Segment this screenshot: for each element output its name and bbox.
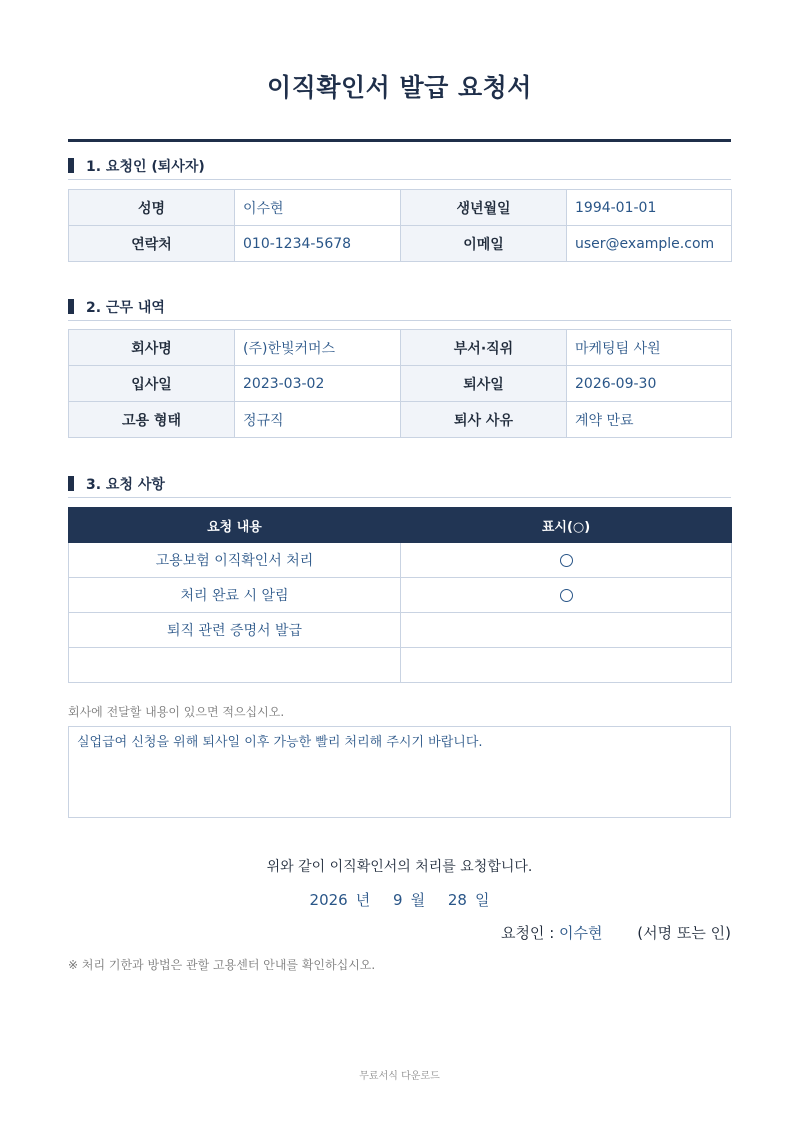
table-row [69, 613, 732, 648]
date-month: 9 [393, 891, 403, 909]
request-mark-cell[interactable] [401, 578, 732, 613]
section-title: 3. 요청 사항 [86, 477, 165, 493]
request-mark-cell[interactable] [401, 613, 732, 648]
name-value: 이수현 [235, 190, 401, 226]
document-page [68, 0, 731, 1131]
page-title: 이직확인서 발급 요청서 [267, 73, 532, 102]
confirm-statement: 위와 같이 이직확인서의 처리를 요청합니다. [266, 859, 533, 875]
leave-date-value: 2026-09-30 [567, 366, 732, 402]
date-month-unit: 월 [410, 891, 426, 909]
section-heading-work [68, 296, 731, 321]
date-day: 28 [447, 891, 467, 909]
request-mark-cell[interactable] [401, 648, 732, 683]
date-day-unit: 일 [474, 891, 490, 909]
company-value: (주)한빛커머스 [235, 330, 401, 366]
section-marker [68, 299, 74, 314]
dept-value: 마케팅팀 사원 [567, 330, 732, 366]
name-label: 성명 [69, 190, 235, 226]
footer-text: 무료서식 다운로드 [359, 1071, 440, 1082]
requests-table [68, 507, 732, 683]
section-marker [68, 158, 74, 173]
request-content-header: 요청 내용 [69, 508, 401, 543]
section-heading-requests [68, 473, 731, 498]
email-value: user@example.com [567, 226, 732, 262]
phone-label: 연락처 [69, 226, 235, 262]
employment-type-value: 정규직 [235, 402, 401, 438]
email-label: 이메일 [401, 226, 567, 262]
date-year: 2026 [309, 891, 348, 909]
memo-textarea[interactable]: 실업급여 신청을 위해 퇴사일 이후 가능한 빨리 처리해 주시기 바랍니다. [68, 726, 731, 818]
section-title: 1. 요청인 (퇴사자) [86, 159, 205, 175]
section-title: 2. 근무 내역 [86, 300, 165, 316]
check-circle-icon [560, 589, 573, 602]
applicant-table [68, 189, 732, 262]
request-content: 고용보험 이직확인서 처리 [69, 543, 401, 578]
check-circle-icon [560, 554, 573, 567]
section-heading-applicant [68, 155, 731, 180]
birth-label: 생년월일 [401, 190, 567, 226]
leave-reason-label: 퇴사 사유 [401, 402, 567, 438]
work-table [68, 329, 732, 438]
table-row [69, 578, 732, 613]
signature-label: 요청인 : [500, 924, 555, 942]
request-date [68, 889, 731, 910]
birth-value: 1994-01-01 [567, 190, 732, 226]
memo-label: 회사에 전달할 내용이 있으면 적으십시오. [68, 705, 285, 719]
request-mark-cell[interactable] [401, 543, 732, 578]
company-label: 회사명 [69, 330, 235, 366]
join-date-label: 입사일 [69, 366, 235, 402]
signature-line [501, 922, 731, 943]
employment-type-label: 고용 형태 [69, 402, 235, 438]
leave-reason-value: 계약 만료 [567, 402, 732, 438]
title-divider [68, 139, 731, 142]
table-row [69, 648, 732, 683]
signature-name: 이수현 [559, 924, 603, 942]
notice-text: ※ 처리 기한과 방법은 관할 고용센터 안내를 확인하십시오. [68, 958, 376, 972]
request-content: 처리 완료 시 알림 [69, 578, 401, 613]
request-content: 퇴직 관련 증명서 발급 [69, 613, 401, 648]
join-date-value: 2023-03-02 [235, 366, 401, 402]
request-content [69, 648, 401, 683]
phone-value: 010-1234-5678 [235, 226, 401, 262]
dept-label: 부서·직위 [401, 330, 567, 366]
date-year-unit: 년 [355, 891, 371, 909]
leave-date-label: 퇴사일 [401, 366, 567, 402]
section-marker [68, 476, 74, 491]
request-mark-header: 표시(○) [401, 508, 732, 543]
table-row [69, 543, 732, 578]
signature-suffix: (서명 또는 인) [637, 924, 731, 942]
